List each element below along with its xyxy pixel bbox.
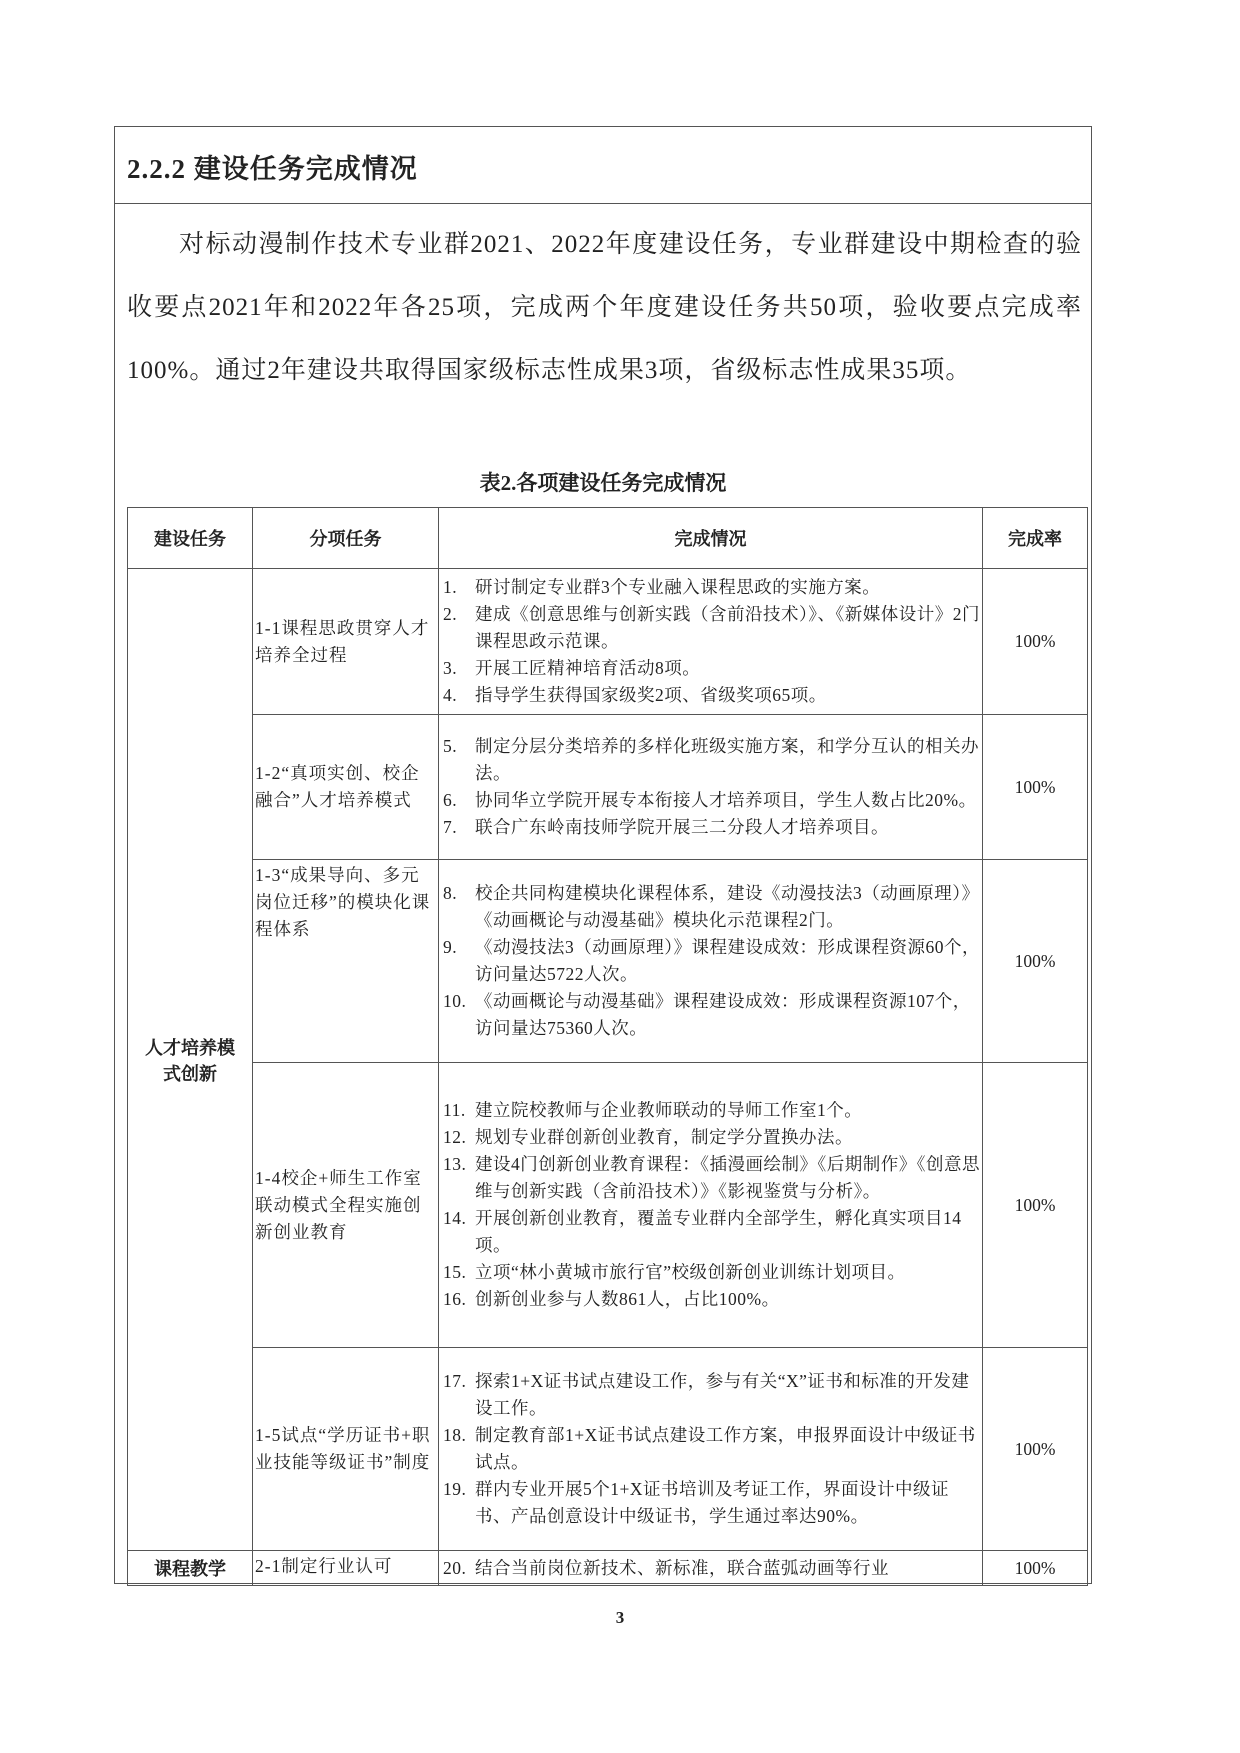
section-box — [114, 126, 1092, 1584]
subtask-cell: 1-3“成果导向、多元岗位迁移”的模块化课程体系 — [253, 860, 439, 1063]
table-row — [128, 569, 1088, 715]
item-text: 指导学生获得国家级奖2项、省级奖项65项。 — [475, 685, 827, 705]
status-cell — [439, 860, 983, 1063]
item-text: 开展工匠精神培育活动8项。 — [475, 658, 701, 678]
task-cell: 人才培养模式创新 — [128, 569, 253, 1551]
status-item — [441, 1286, 980, 1313]
item-number: 16. — [443, 1289, 467, 1309]
section-header — [115, 127, 1091, 204]
item-text: 制定分层分类培养的多样化班级实施方案，和学分互认的相关办法。 — [475, 736, 979, 783]
item-text: 联合广东岭南技师学院开展三二分段人才培养项目。 — [475, 817, 889, 837]
item-number: 8. — [443, 883, 458, 903]
item-number: 5. — [443, 736, 458, 756]
subtask-cell: 1-2“真项实创、校企融合”人才培养模式 — [253, 715, 439, 860]
item-number: 7. — [443, 817, 458, 837]
item-number: 10. — [443, 991, 467, 1011]
status-item — [441, 574, 980, 601]
item-number: 9. — [443, 937, 458, 957]
item-text: 规划专业群创新创业教育，制定学分置换办法。 — [475, 1127, 853, 1147]
item-number: 19. — [443, 1479, 467, 1499]
item-text: 结合当前岗位新技术、新标准，联合蓝弧动画等行业 — [475, 1557, 889, 1578]
item-text: 群内专业开展5个1+X证书培训及考证工作，界面设计中级证书、产品创意设计中级证书，学生通过率达90%。 — [475, 1479, 950, 1526]
table-header-row — [128, 508, 1088, 569]
item-number: 12. — [443, 1127, 467, 1147]
status-item — [441, 682, 980, 709]
status-item — [441, 1422, 980, 1476]
item-number: 3. — [443, 658, 458, 678]
subtask-cell: 1-1课程思政贯穿人才培养全过程 — [253, 569, 439, 715]
item-number: 17. — [443, 1371, 467, 1391]
item-number: 2. — [443, 604, 458, 624]
task-cell: 课程教学 — [128, 1551, 253, 1586]
item-number: 20. — [443, 1557, 467, 1578]
status-item — [441, 655, 980, 682]
item-number: 1. — [443, 577, 458, 597]
status-cell — [439, 569, 983, 715]
item-number: 13. — [443, 1154, 467, 1174]
rate-cell: 100% — [983, 569, 1088, 715]
status-item — [441, 814, 980, 841]
header-subtask: 分项任务 — [253, 508, 439, 569]
status-item — [441, 1124, 980, 1151]
table-row — [128, 860, 1088, 1063]
status-item — [441, 1205, 980, 1259]
rate-cell: 100% — [983, 860, 1088, 1063]
status-item — [441, 1259, 980, 1286]
table-row — [128, 715, 1088, 860]
status-item — [441, 733, 980, 787]
page-number: 3 — [615, 1608, 625, 1627]
item-number: 11. — [443, 1100, 466, 1120]
item-text: 创新创业参与人数861人，占比100%。 — [475, 1289, 780, 1309]
table-row — [128, 1551, 1088, 1586]
item-text: 《动画概论与动漫基础》课程建设成效：形成课程资源107个，访问量达75360人次。 — [475, 991, 971, 1038]
status-item — [441, 787, 980, 814]
item-text: 建立院校教师与企业教师联动的导师工作室1个。 — [475, 1100, 863, 1120]
item-number: 4. — [443, 685, 458, 705]
item-number: 15. — [443, 1262, 467, 1282]
task-completion-table — [127, 507, 1088, 1586]
rate-cell: 100% — [983, 1063, 1088, 1348]
table-row — [128, 1063, 1088, 1348]
table-row — [128, 1348, 1088, 1551]
table-caption: 表2.各项建设任务完成情况 — [479, 471, 727, 495]
subtask-cell: 2-1制定行业认可 — [253, 1551, 439, 1586]
item-text: 开展创新创业教育，覆盖专业群内全部学生，孵化真实项目14项。 — [475, 1208, 962, 1255]
subtask-cell: 1-5试点“学历证书+职业技能等级证书”制度 — [253, 1348, 439, 1551]
item-text: 制定教育部1+X证书试点建设工作方案，申报界面设计中级证书试点。 — [475, 1425, 976, 1472]
status-item — [441, 934, 980, 988]
item-number: 18. — [443, 1425, 467, 1445]
status-cell — [439, 1348, 983, 1551]
header-rate: 完成率 — [983, 508, 1088, 569]
status-item — [441, 1368, 980, 1422]
subtask-cell: 1-4校企+师生工作室联动模式全程实施创新创业教育 — [253, 1063, 439, 1348]
header-status: 完成情况 — [439, 508, 983, 569]
status-item — [441, 1555, 980, 1582]
item-text: 校企共同构建模块化课程体系，建设《动漫技法3（动画原理）》《动画概论与动漫基础》模块化示范课程2门。 — [475, 883, 980, 930]
status-item — [441, 1097, 980, 1124]
status-item — [441, 1476, 980, 1530]
header-task: 建设任务 — [128, 508, 253, 569]
status-item — [441, 601, 980, 655]
section-title: 2.2.2 建设任务完成情况 — [127, 154, 418, 184]
item-number: 14. — [443, 1208, 467, 1228]
status-item — [441, 1151, 980, 1205]
item-text: 建设4门创新创业教育课程：《插漫画绘制》《后期制作》《创意思维与创新实践（含前沿技术）》《影视鉴赏与分析》。 — [475, 1154, 980, 1201]
item-text: 建成《创意思维与创新实践（含前沿技术）》、《新媒体设计》2门课程思政示范课。 — [475, 604, 980, 651]
rate-cell: 100% — [983, 1551, 1088, 1586]
item-text: 探索1+X证书试点建设工作，参与有关“X”证书和标准的开发建设工作。 — [475, 1371, 970, 1418]
item-text: 研讨制定专业群3个专业融入课程思政的实施方案。 — [475, 577, 881, 597]
rate-cell: 100% — [983, 1348, 1088, 1551]
summary-paragraph: 对标动漫制作技术专业群2021、2022年度建设任务，专业群建设中期检查的验收要点2021年和2022年各25项，完成两个年度建设任务共50项，验收要点完成率100%。通过2年建设共取得国家级标志性成果3项，省级标志性成果35项。 — [127, 231, 1082, 384]
item-text: 立项“林小黄城市旅行官”校级创新创业训练计划项目。 — [475, 1262, 906, 1282]
item-number: 6. — [443, 790, 458, 810]
status-cell — [439, 1063, 983, 1348]
rate-cell: 100% — [983, 715, 1088, 860]
item-text: 协同华立学院开展专本衔接人才培养项目，学生人数占比20%。 — [475, 790, 977, 810]
status-item — [441, 880, 980, 934]
status-item — [441, 988, 980, 1042]
item-text: 《动漫技法3（动画原理）》课程建设成效：形成课程资源60个，访问量达5722人次。 — [475, 937, 980, 984]
status-cell — [439, 1551, 983, 1586]
status-cell — [439, 715, 983, 860]
